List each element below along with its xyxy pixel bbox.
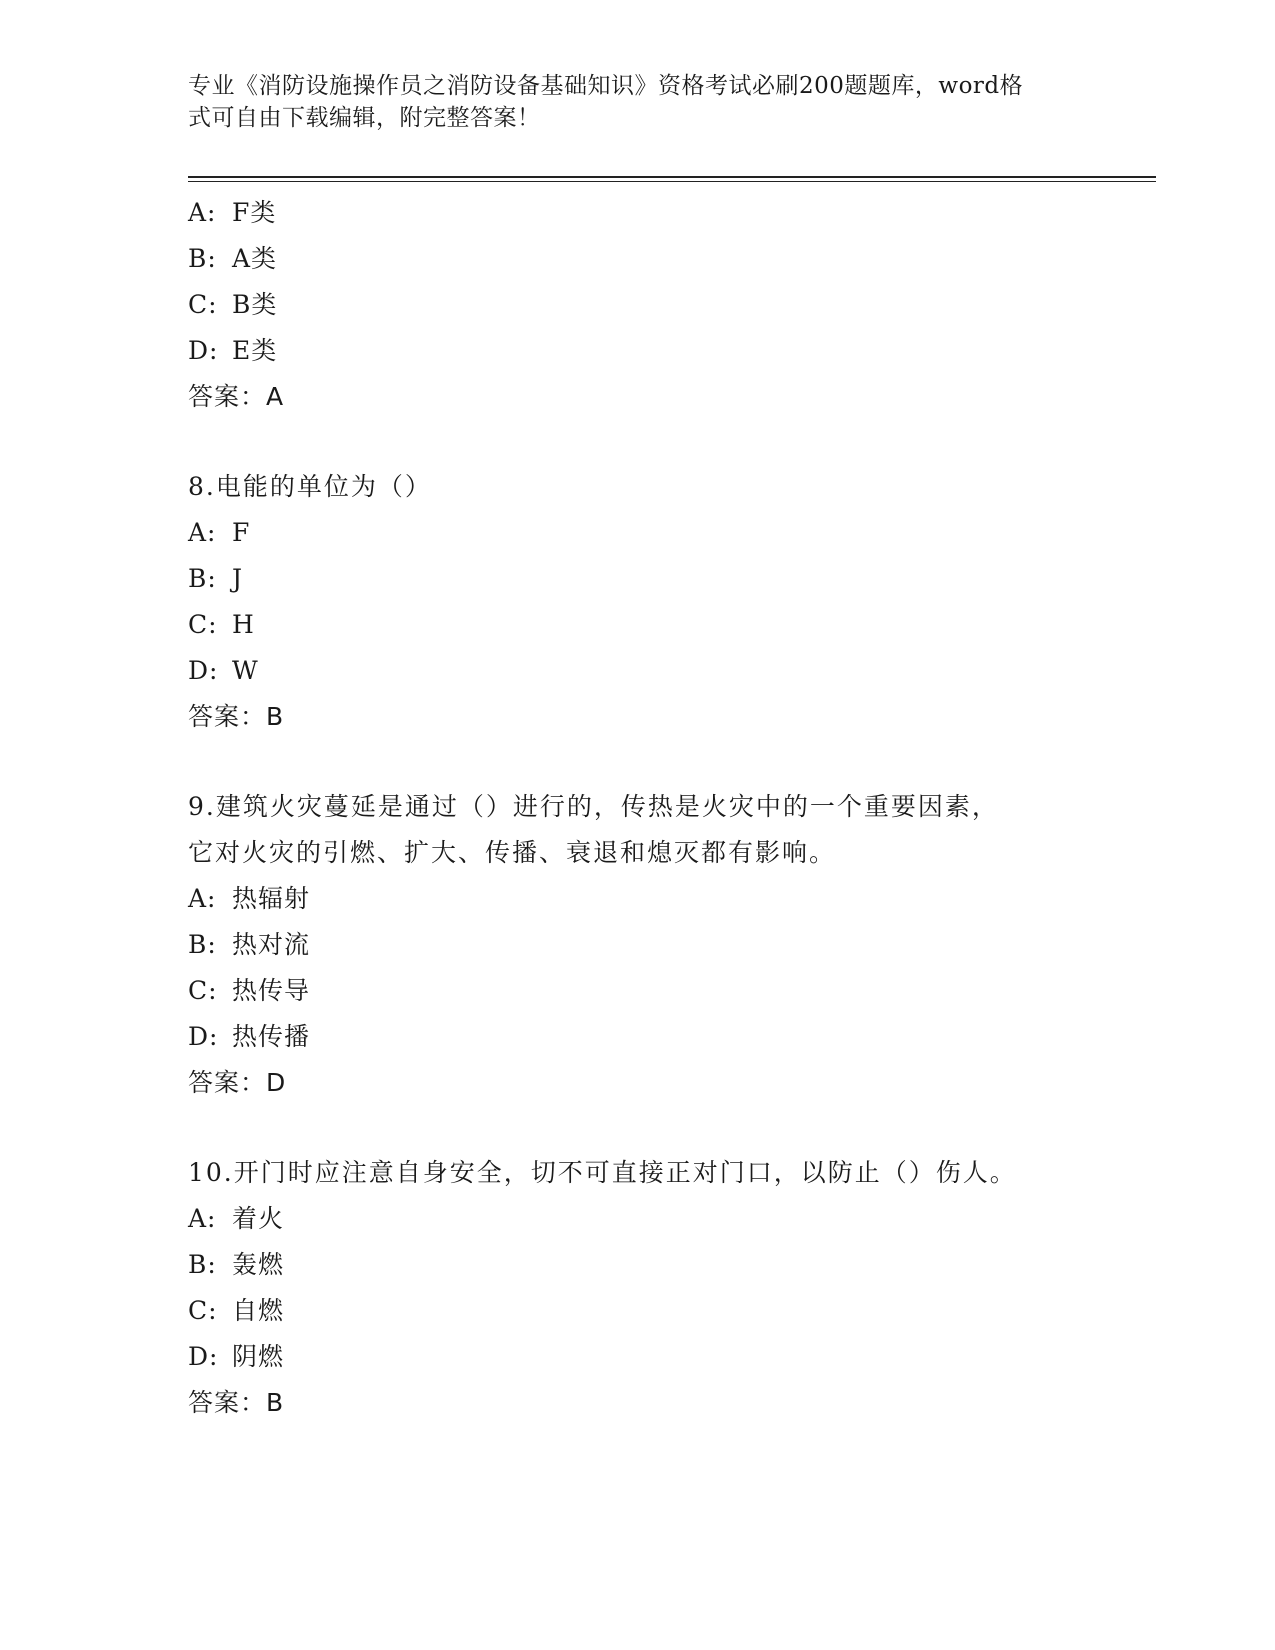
header-line-1: 专业《消防设施操作员之消防设备基础知识》资格考试必刷200题题库，word格 <box>188 73 1024 99</box>
option-label: B: <box>188 564 217 593</box>
option-label: C: <box>188 610 218 639</box>
option-label: B: <box>188 930 217 959</box>
question-text: 10.开门时应注意自身安全，切不可直接正对门口，以防止（）伤人。 <box>188 1158 1017 1187</box>
option-label: B: <box>188 1250 217 1279</box>
option-a <box>188 876 1156 922</box>
answer-line: 答案：D <box>188 1068 287 1097</box>
header-divider-thin <box>188 181 1156 182</box>
header-divider-thick <box>188 176 1156 178</box>
option-a <box>188 190 1156 236</box>
option-label: A: <box>188 198 217 227</box>
option-b <box>188 236 1156 282</box>
option-text: 阴燃 <box>232 1342 285 1371</box>
question-text <box>188 784 1156 876</box>
question-7-block <box>188 190 1156 420</box>
option-text: 着火 <box>232 1204 285 1233</box>
option-d <box>188 328 1156 374</box>
answer-line: 答案：B <box>188 702 285 731</box>
option-label: A: <box>188 884 217 913</box>
option-label: D: <box>188 336 219 365</box>
option-a <box>188 510 1156 556</box>
question-text-line-2: 它对火灾的引燃、扩大、传播、衰退和熄灭都有影响。 <box>188 838 837 867</box>
option-text: W <box>232 656 259 685</box>
option-c <box>188 968 1156 1014</box>
option-label: D: <box>188 1022 219 1051</box>
option-text: H <box>232 610 255 639</box>
document-header <box>188 70 1088 134</box>
option-text: 轰燃 <box>232 1250 285 1279</box>
question-text: 8.电能的单位为（） <box>188 472 432 501</box>
option-text: J <box>232 564 244 593</box>
header-line-2: 式可自由下载编辑，附完整答案！ <box>188 105 541 131</box>
option-label: A: <box>188 1204 217 1233</box>
question-8-block <box>188 464 1156 740</box>
answer-line: 答案：A <box>188 382 285 411</box>
option-c <box>188 1288 1156 1334</box>
option-label: C: <box>188 976 218 1005</box>
option-label: A: <box>188 518 217 547</box>
option-text: B类 <box>232 290 278 319</box>
option-label: C: <box>188 1296 218 1325</box>
option-text: 自燃 <box>232 1296 285 1325</box>
answer-line: 答案：B <box>188 1388 285 1417</box>
option-c <box>188 282 1156 328</box>
question-text-line-1: 9.建筑火灾蔓延是通过（）进行的，传热是火灾中的一个重要因素， <box>188 792 999 821</box>
option-text: 热传播 <box>232 1022 311 1051</box>
option-text: F类 <box>232 198 277 227</box>
option-b <box>188 1242 1156 1288</box>
option-b <box>188 556 1156 602</box>
option-a <box>188 1196 1156 1242</box>
option-label: D: <box>188 1342 219 1371</box>
option-label: D: <box>188 656 219 685</box>
option-b <box>188 922 1156 968</box>
option-text: F <box>232 518 251 547</box>
option-label: B: <box>188 244 217 273</box>
option-text: E类 <box>232 336 278 365</box>
option-text: 热辐射 <box>232 884 311 913</box>
question-list <box>188 190 1156 1426</box>
option-text: A类 <box>232 244 278 273</box>
option-text: 热对流 <box>232 930 311 959</box>
option-label: C: <box>188 290 218 319</box>
option-d <box>188 648 1156 694</box>
question-10-block <box>188 1150 1156 1426</box>
question-9-block <box>188 784 1156 1106</box>
option-c <box>188 602 1156 648</box>
option-d <box>188 1014 1156 1060</box>
option-d <box>188 1334 1156 1380</box>
option-text: 热传导 <box>232 976 311 1005</box>
